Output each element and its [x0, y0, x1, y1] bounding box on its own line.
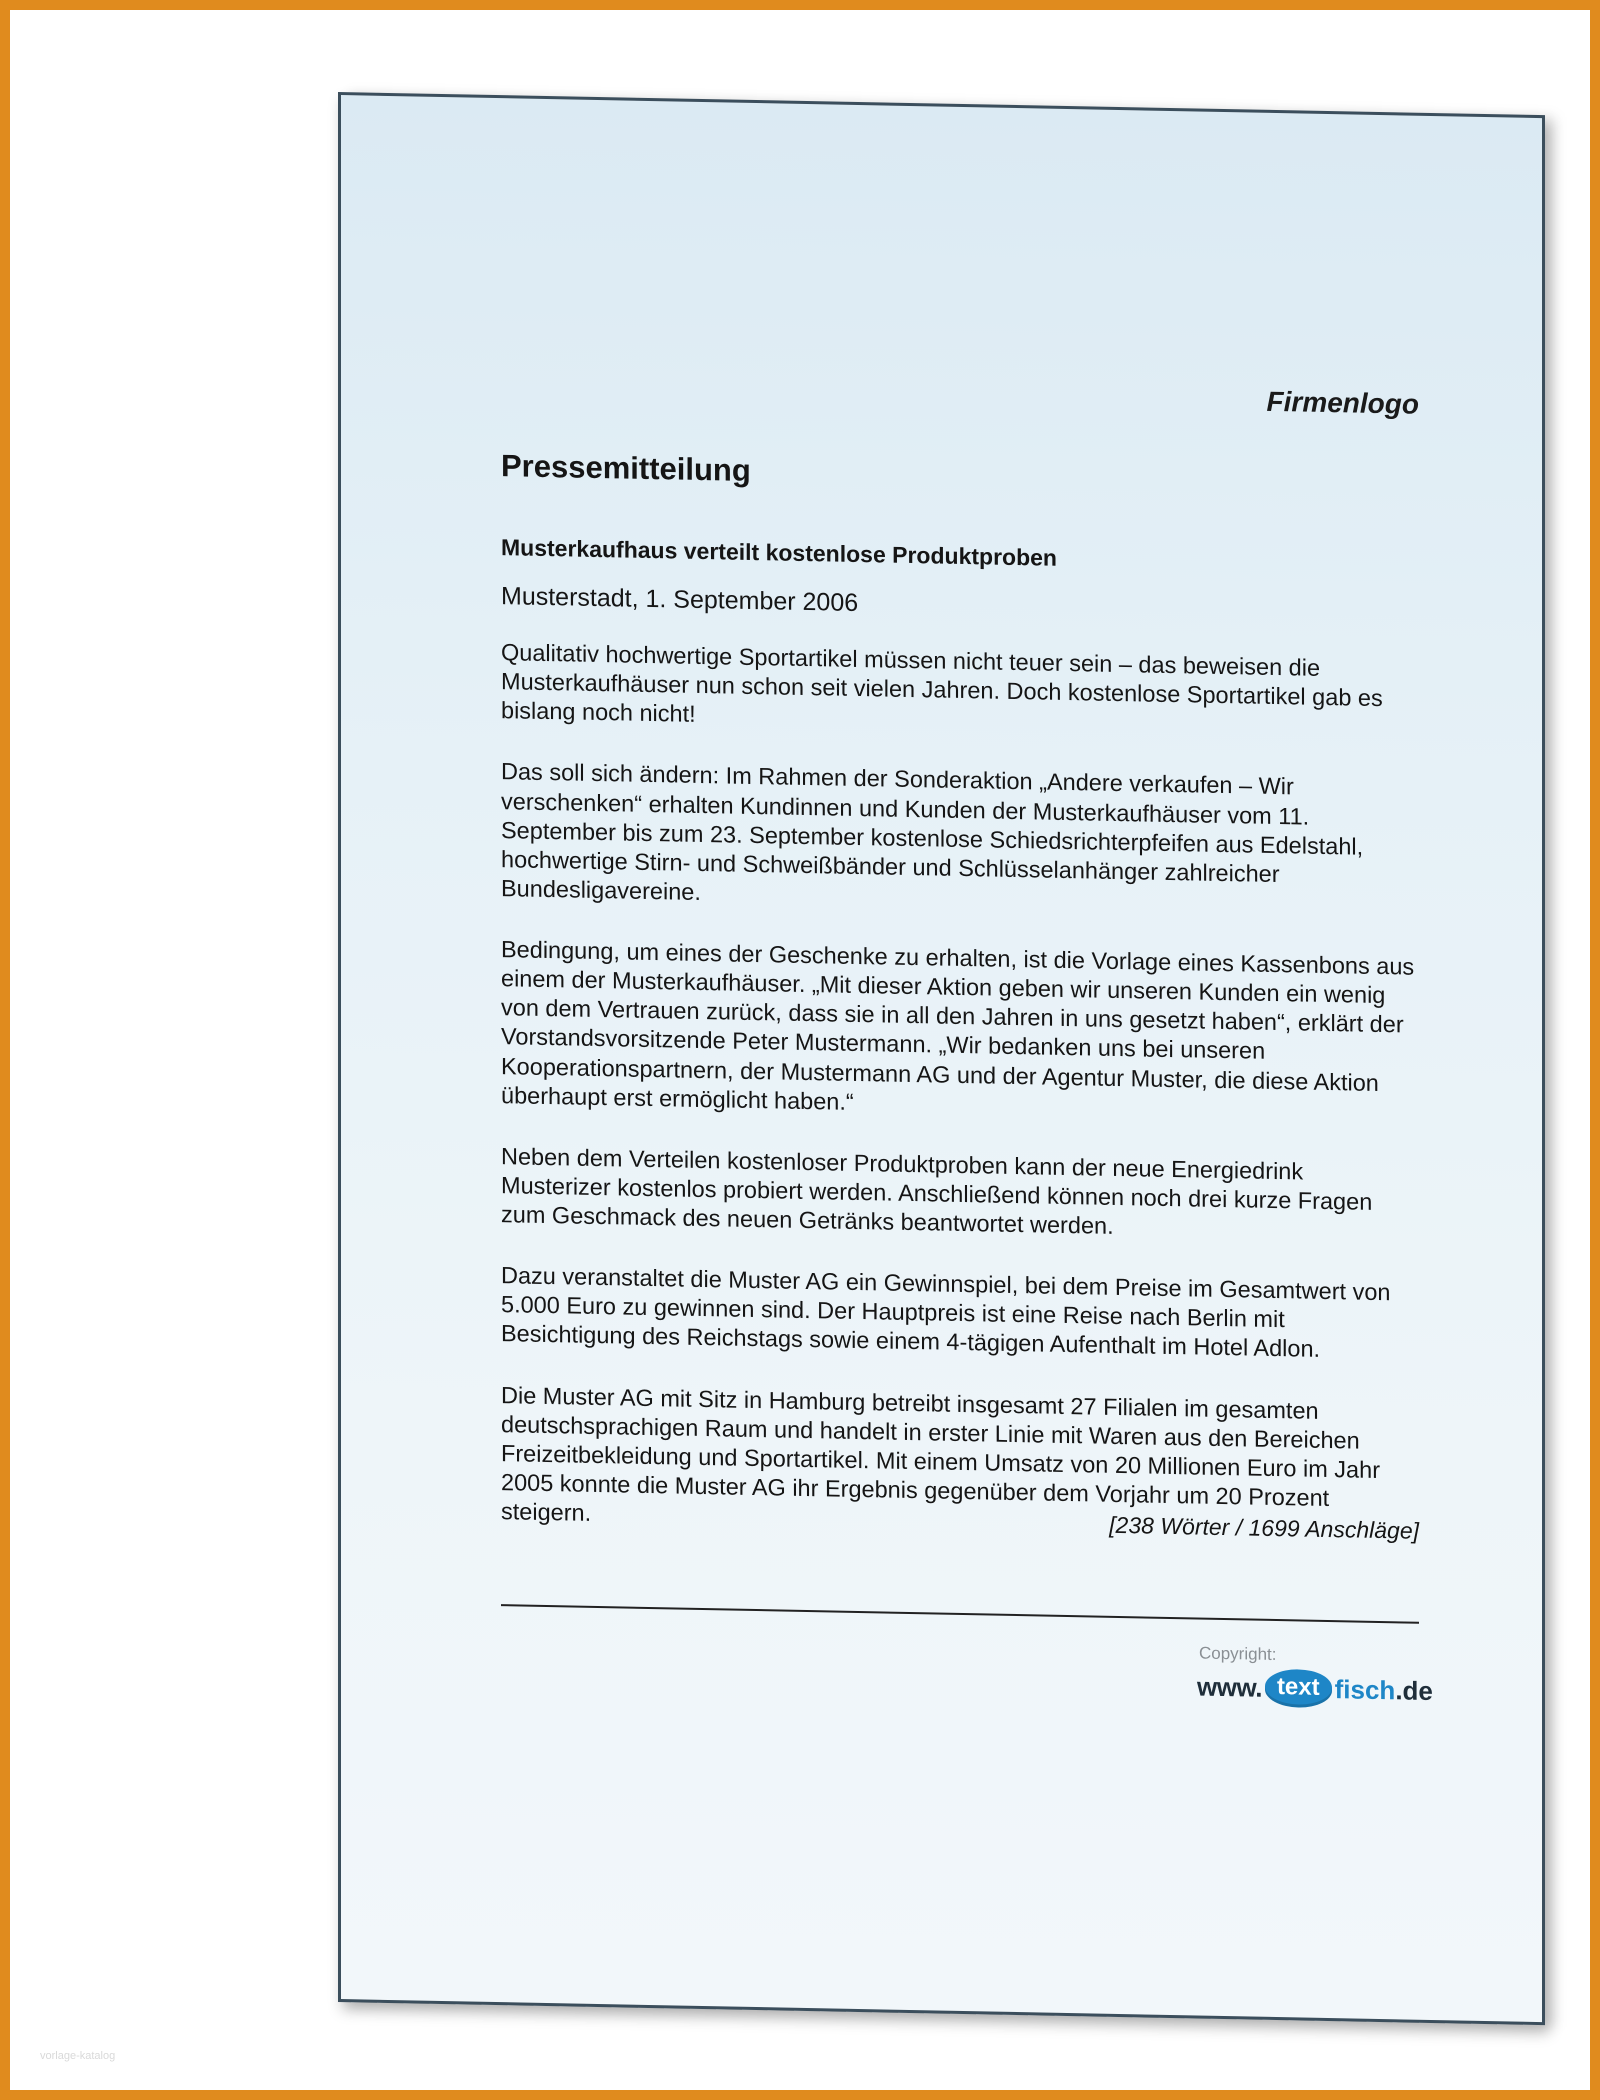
word-count: [238 Wörter / 1699 Anschläge] — [1109, 1511, 1419, 1544]
paragraph: Qualitativ hochwertige Sportartikel müssen nicht teuer sein – das beweisen die Musterkaufhäuser nun schon seit vielen Jahren. Doch kostenlose Sportartikel gab es bislang noch nicht! — [501, 639, 1383, 728]
press-headline: Musterkaufhaus verteilt kostenlose Produktproben — [501, 534, 1057, 571]
paragraph: Die Muster AG mit Sitz in Hamburg betreibt insgesamt 27 Filialen im gesamten deutschsprachigen Raum und handelt in erster Linie mit Waren aus den Bereichen Freizeitbekleidung und Sportartikel. Mit einem Umsatz von 20 Millionen Euro im Jahr 2005 konnte die Muster AG ihr Ergebnis gegenüber dem Vorjahr um 20 Prozent steigern. — [501, 1381, 1381, 1526]
copyright-block — [1197, 1643, 1433, 1709]
footer-divider — [501, 1604, 1419, 1624]
brand-fisch: fisch — [1334, 1673, 1396, 1705]
watermark: vorlage-katalog — [40, 2050, 116, 2062]
copyright-label: Copyright: — [1199, 1643, 1277, 1665]
company-logo-placeholder: Firmenlogo — [1266, 385, 1419, 420]
document-page — [338, 92, 1545, 2025]
paragraph: Das soll sich ändern: Im Rahmen der Sonderaktion „Andere verkaufen – Wir verschenken“ erhalten Kundinnen und Kunden der Musterkaufhäuser vom 11. September bis zum 23. September kostenlose Schiedsrichterpfeifen aus Edelstahl, hochwertige Stirn- und Schweißbänder und Schlüsselanhänger zahlreicher Bundesligavereine. — [501, 758, 1364, 905]
paragraph: Dazu veranstaltet die Muster AG ein Gewinnspiel, bei dem Preise im Gesamtwert von 5.000 Euro zu gewinnen sind. Der Hauptpreis ist eine Reise nach Berlin mit Besichtigung des Reichstags sowie einem 4-tägigen Aufenthalt im Hotel Adlon. — [501, 1262, 1391, 1363]
brand-fish-icon: text — [1265, 1669, 1332, 1708]
paragraph: Neben dem Verteilen kostenloser Produktproben kann der neue Energiedrink Musterizer kostenlos probiert werden. Anschließend können noch drei kurze Fragen zum Geschmack des neuen Getränks beantwortet werden. — [501, 1142, 1373, 1239]
document-title: Pressemitteilung — [501, 448, 751, 488]
textfisch-logo — [1197, 1667, 1433, 1709]
brand-de: .de — [1395, 1674, 1433, 1706]
brand-www: www. — [1197, 1670, 1262, 1703]
paragraph: Bedingung, um eines der Geschenke zu erhalten, ist die Vorlage eines Kassenbons aus einem der Musterkaufhäuser. „Mit dieser Aktion geben wir unseren Kunden ein wenig von dem Vertrauen zurück, dass sie in all den Jahren in uns gesetzt haben“, erklärt der Vorstandsvorsitzende Peter Mustermann. „Wir bedanken uns bei unseren Kooperationspartnern, der Mustermann AG und der Agentur Muster, die diese Aktion überhaupt erst ermöglicht haben.“ — [501, 936, 1415, 1115]
press-body — [501, 638, 1419, 1576]
dateline: Musterstadt, 1. September 2006 — [501, 582, 859, 617]
